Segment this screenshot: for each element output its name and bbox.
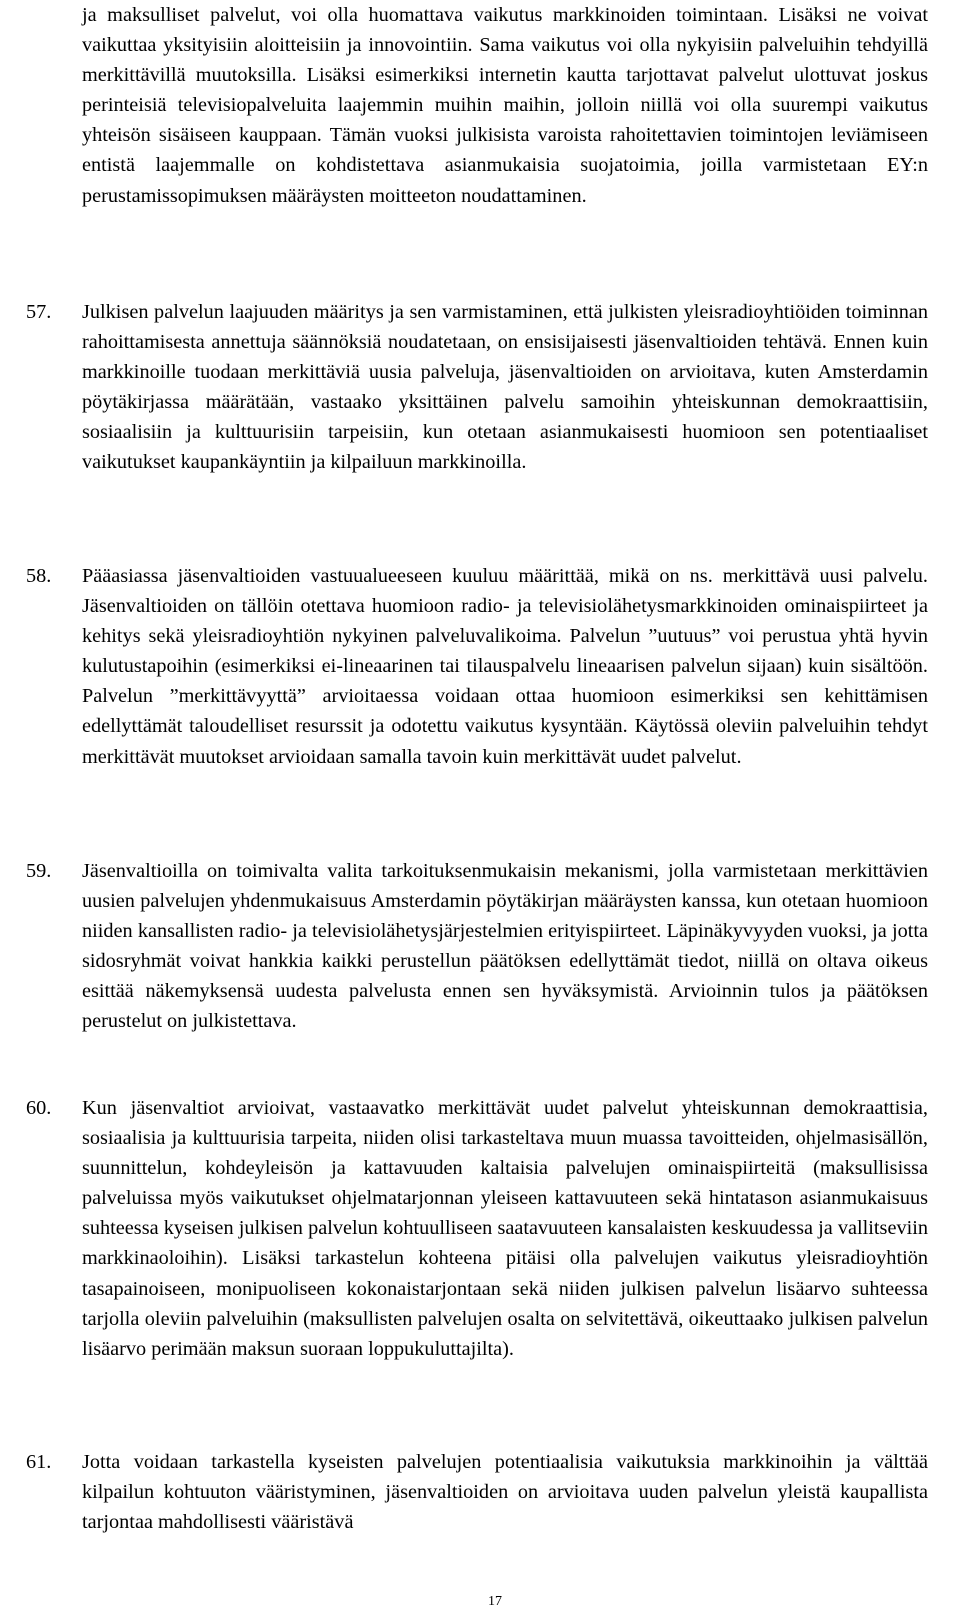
- paragraph-number-59: 59.: [26, 860, 52, 882]
- page-number: 17: [488, 1594, 502, 1609]
- paragraph-number-61: 61.: [26, 1451, 52, 1473]
- paragraph-continued: ja maksulliset palvelut, voi olla huomattava vaikutus markkinoiden toimintaan. Lisäksi ne voivat vaikuttaa yksityisiin aloitteisiin ja innovointiin. Sama vaikutus voi olla nykyisiin palveluihin tehdyillä merkittävillä muutoksilla. Lisäksi esimerkiksi internetin kautta tarjottavat palvelut ulottuvat joskus perinteisiä televisiopalveluita laajemmin muihin maihin, jolloin niillä voi olla suurempi vaikutus yhteisön sisäiseen kauppaan. Tämän vuoksi julkisista varoista rahoitettavien toimintojen leviämiseen entistä laajemmalle on kohdistettava asianmukaisia suojatoimia, joilla varmistetaan EY:n perustamissopimuksen määräysten moitteeton noudattaminen.: [82, 4, 928, 207]
- paragraph-58: Pääasiassa jäsenvaltioiden vastuualueeseen kuuluu määrittää, mikä on ns. merkittävä uusi palvelu. Jäsenvaltioiden on tällöin otettava huomioon radio- ja televisiolähetysmarkkinoiden ominaispiirteet ja kehitys sekä yleisradioyhtiön nykyinen palveluvalikoima. Palvelun ”uutuus” voi perustua yhtä hyvin kulutustapoihin (esimerkiksi ei-lineaarinen tai tilauspalvelu lineaarisen palvelun sijaan) kuin sisältöön. Palvelun ”merkittävyyttä” arvioitaessa voidaan ottaa huomioon esimerkiksi sen kehittämisen edellyttämät taloudelliset resurssit ja odotettu vaikutus kysyntään. Käytössä oleviin palveluihin tehdyt merkittävät muutokset arvioidaan samalla tavoin kuin merkittävät uudet palvelut.: [82, 565, 928, 768]
- paragraph-59: Jäsenvaltioilla on toimivalta valita tarkoituksenmukaisin mekanismi, jolla varmistetaan merkittävien uusien palvelujen yhdenmukaisuus Amsterdamin pöytäkirjan määräysten kanssa, kun otetaan huomioon niiden kansallisten radio- ja televisiolähetysjärjestelmien erityispiirteet. Läpinäkyvyyden vuoksi, ja jotta sidosryhmät voivat hankkia kaikki perustellun päätöksen edellyttämät tiedot, niillä on oltava oikeus esittää näkemyksensä uudesta palvelusta ennen sen hyväksymistä. Arvioinnin tulos ja päätöksen perustelut on julkistettava.: [82, 860, 928, 1033]
- paragraph-61: Jotta voidaan tarkastella kyseisten palvelujen potentiaalisia vaikutuksia markkinoihin ja välttää kilpailun kohtuuton vääristyminen, jäsenvaltioiden on arvioitava uuden palvelun yleistä kaupallista tarjontaa mahdollisesti vääristävä: [82, 1451, 928, 1534]
- paragraph-number-58: 58.: [26, 565, 52, 587]
- paragraph-60: Kun jäsenvaltiot arvioivat, vastaavatko merkittävät uudet palvelut yhteiskunnan demokraattisia, sosiaalisia ja kulttuurisia tarpeita, niiden olisi tarkasteltava muun muassa tavoitteiden, ohjelmasisällön, suunnittelun, kohdeyleisön ja kattavuuden kaltaisia palvelujen ominaispiirteitä (maksullisissa palveluissa myös vaikutukset ohjelmatarjonnan yleiseen kattavuuteen sekä hintatason asianmukaisuus suhteessa kyseisen julkisen palvelun kohtuulliseen saatavuuteen kansalaisten keskuudessa ja vallitseviin markkinaoloihin). Lisäksi tarkastelun kohteena pitäisi olla palvelujen vaikutus yleisradioyhtiön tasapainoiseen, monipuoliseen kokonaistarjontaan sekä niiden julkisen palvelun lisäarvo suhteessa tarjolla oleviin palveluihin (maksullisten palvelujen osalta on selvitettävä, oikeuttaako julkisen palvelun lisäarvo perimään maksun suoraan loppukuluttajilta).: [82, 1097, 928, 1360]
- paragraph-number-60: 60.: [26, 1097, 52, 1119]
- paragraph-57: Julkisen palvelun laajuuden määritys ja sen varmistaminen, että julkisten yleisradioyhtiöiden toiminnan rahoittamisesta annettuja säännöksiä noudatetaan, on ensisijaisesti jäsenvaltioiden tehtävä. Ennen kuin markkinoille tuodaan merkittäviä uusia palveluja, jäsenvaltioiden on arvioitava, kuten Amsterdamin pöytäkirjassa määrätään, vastaako yksittäinen palvelu samoihin yhteiskunnan demokraattisiin, sosiaalisiin ja kulttuurisiin tarpeisiin, kun otetaan asianmukaisesti huomioon sen potentiaaliset vaikutukset kaupankäyntiin ja kilpailuun markkinoilla.: [82, 301, 928, 474]
- paragraph-number-57: 57.: [26, 301, 52, 323]
